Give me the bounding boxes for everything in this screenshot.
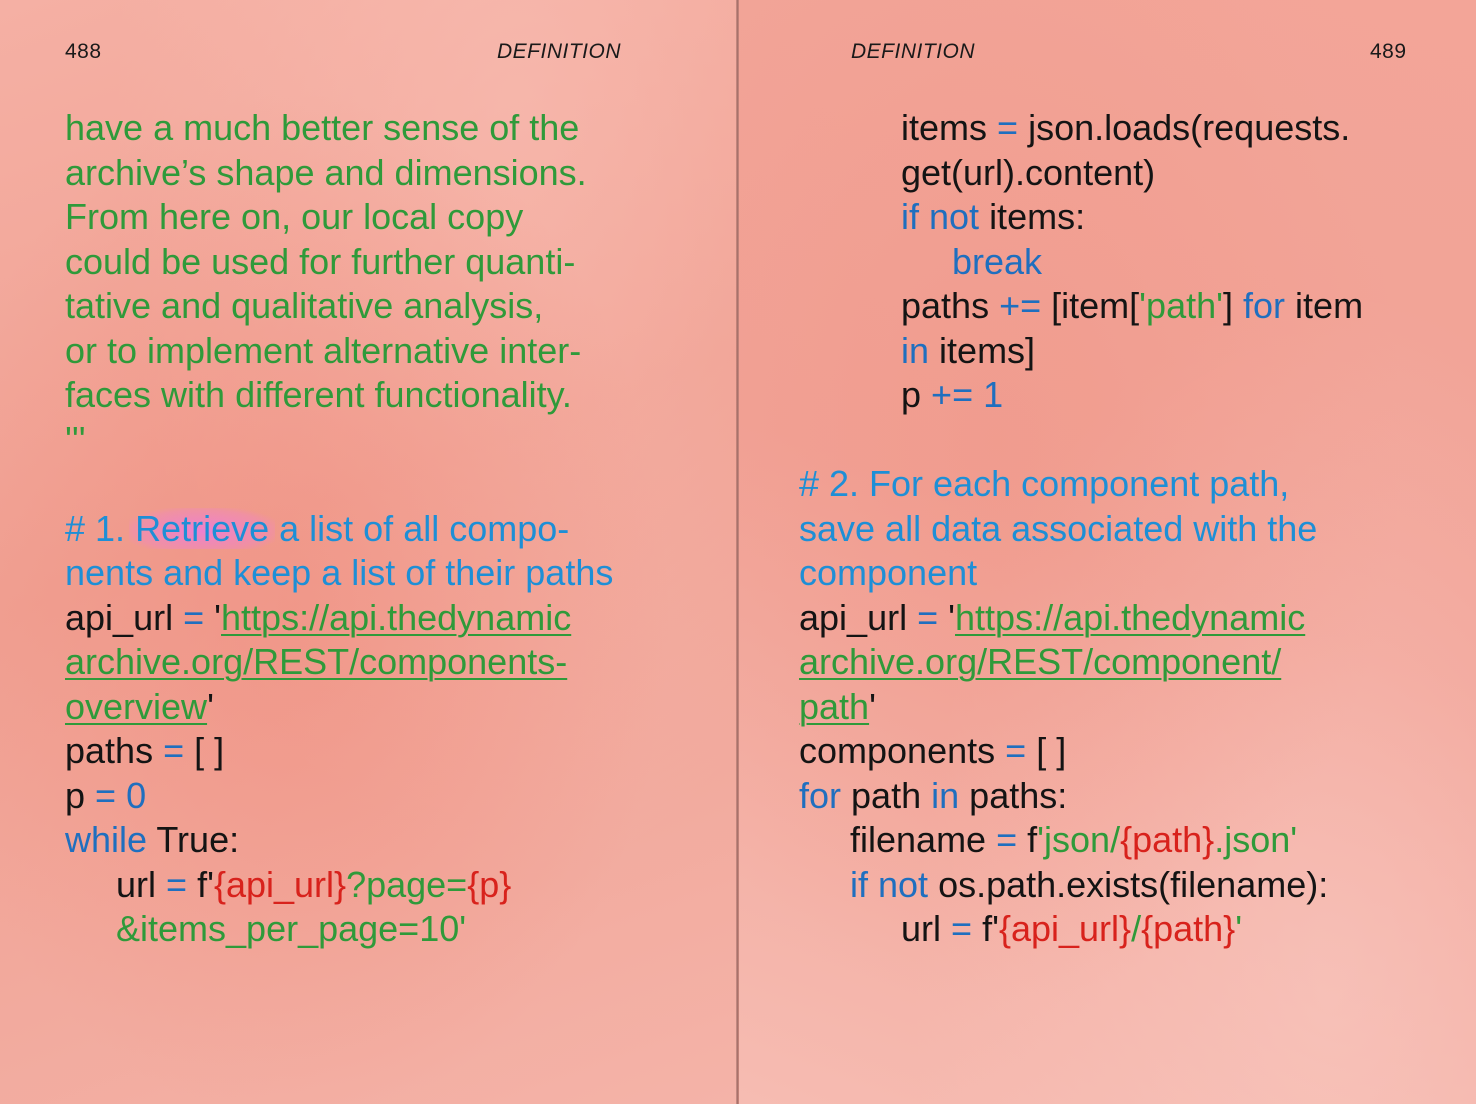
code-keyword: if not xyxy=(850,863,929,905)
code-line xyxy=(850,329,1363,374)
code-keyword: if not xyxy=(901,196,980,237)
comment-number: # 1. xyxy=(65,507,126,549)
comment-text: a list of all compo- xyxy=(279,507,570,549)
code-operator: = xyxy=(996,819,1018,860)
code-line xyxy=(65,863,613,908)
code-line xyxy=(65,818,613,863)
url-link[interactable]: archive.org/REST/component/ xyxy=(799,641,1282,682)
triple-quote: ''' xyxy=(65,418,86,460)
code-var: path xyxy=(851,774,922,816)
prose-line: tative and qualitative analysis, xyxy=(65,285,544,326)
code-var: items xyxy=(901,107,988,148)
code-quote: ' xyxy=(948,596,956,638)
code-operator: = xyxy=(997,107,1019,148)
code-var: components xyxy=(799,730,996,771)
code-operator: = xyxy=(95,774,117,816)
code-line xyxy=(850,106,1363,151)
code-text: [item[ xyxy=(1051,285,1140,326)
code-string: ?page= xyxy=(346,863,468,905)
code-text: True: xyxy=(156,819,240,860)
code-var: api_url xyxy=(65,596,174,638)
url-link[interactable]: overview xyxy=(65,685,208,727)
prose-line: could be used for further quanti- xyxy=(65,240,576,282)
code-line xyxy=(850,195,1363,240)
code-text: [ ] xyxy=(194,730,225,771)
code-quote: ' xyxy=(207,685,214,727)
url-link[interactable]: https://api.thedynamic xyxy=(955,596,1306,638)
code-line: break xyxy=(952,240,1043,282)
left-page xyxy=(0,0,737,1104)
code-line xyxy=(65,729,613,774)
code-operator: = xyxy=(163,730,185,771)
prose-line: or to implement alternative inter- xyxy=(65,329,582,371)
code-var: p xyxy=(901,374,922,415)
code-operator: += xyxy=(931,374,974,415)
code-number: 1 xyxy=(983,374,1004,415)
code-string: 'json/ xyxy=(1037,819,1121,860)
page-number-right: 489 xyxy=(1370,40,1407,63)
prose-line: have a much better sense of the xyxy=(65,107,580,148)
code-quote: ' xyxy=(869,685,876,727)
code-operator: = xyxy=(917,596,939,638)
comment-line: # 2. For each component path, xyxy=(799,463,1290,504)
code-string: .json' xyxy=(1214,819,1298,860)
code-line xyxy=(65,596,613,641)
code-operator: += xyxy=(999,285,1042,326)
code-quote: ' xyxy=(214,596,222,638)
blank-line xyxy=(65,462,613,507)
code-line xyxy=(850,863,1363,908)
code-string: / xyxy=(1131,908,1142,949)
code-number: 0 xyxy=(126,774,147,816)
code-line xyxy=(850,907,1363,952)
url-link[interactable]: archive.org/REST/components- xyxy=(65,641,568,682)
code-operator: = xyxy=(183,596,205,638)
code-line xyxy=(65,640,613,685)
code-keyword: in xyxy=(931,774,960,816)
right-page-body xyxy=(799,106,1364,952)
code-text: os.path.exists(filename): xyxy=(938,863,1329,905)
code-var: filename xyxy=(850,819,987,860)
prose-line: archive’s shape and dimensions. xyxy=(65,151,587,193)
code-format-field: {p} xyxy=(467,863,512,905)
code-line xyxy=(850,284,1363,329)
running-head-left: DEFINITION xyxy=(497,40,621,63)
code-keyword: for xyxy=(799,774,842,816)
code-var: url xyxy=(901,908,942,949)
code-text: [ ] xyxy=(1036,730,1067,771)
left-page-body xyxy=(65,106,613,952)
code-string: 'path' xyxy=(1139,285,1223,326)
blank-line xyxy=(850,418,1363,463)
code-operator: = xyxy=(951,908,973,949)
code-var: item xyxy=(1295,285,1364,326)
code-text: items: xyxy=(989,196,1086,237)
code-line: get(url).content) xyxy=(901,151,1156,193)
prose-line: faces with different functionality. xyxy=(65,374,572,415)
code-operator: = xyxy=(166,863,188,905)
comment-line: component xyxy=(799,552,978,593)
code-text: items] xyxy=(939,329,1036,371)
url-link[interactable]: https://api.thedynamic xyxy=(221,596,572,638)
code-string: ' xyxy=(1235,908,1243,949)
code-line xyxy=(799,640,1363,685)
comment-line: save all data associated with the xyxy=(799,507,1318,549)
code-text: f' xyxy=(982,908,999,949)
code-var: api_url xyxy=(799,596,908,638)
code-line xyxy=(65,685,613,730)
code-var: paths xyxy=(65,730,154,771)
comment-line: nents and keep a list of their paths xyxy=(65,552,614,593)
highlighted-word: Retrieve xyxy=(129,508,275,549)
code-keyword: for xyxy=(1243,285,1286,326)
code-var: url xyxy=(116,863,157,905)
code-line xyxy=(850,373,1363,418)
code-var: paths xyxy=(901,285,990,326)
page-number-left: 488 xyxy=(65,40,102,63)
code-text: json.loads(requests. xyxy=(1028,107,1351,148)
code-line xyxy=(799,685,1363,730)
code-var: p xyxy=(65,774,86,816)
code-line xyxy=(799,729,1363,774)
code-line xyxy=(799,596,1363,641)
right-page xyxy=(739,0,1476,1104)
comment-line xyxy=(65,507,613,552)
url-link[interactable]: path xyxy=(799,685,870,727)
code-line xyxy=(65,774,613,819)
code-operator: = xyxy=(1005,730,1027,771)
code-line: &items_per_page=10' xyxy=(116,908,467,949)
prose-line: From here on, our local copy xyxy=(65,196,524,237)
code-text: ] xyxy=(1222,285,1233,326)
code-line xyxy=(799,774,1363,819)
code-format-field: {path} xyxy=(1120,819,1215,860)
code-keyword: in xyxy=(901,329,930,371)
code-line: filename = f'json/{path}.json' xyxy=(850,819,1298,860)
code-format-field: {api_url} xyxy=(213,863,347,905)
code-text: f' xyxy=(197,863,214,905)
code-format-field: {api_url} xyxy=(998,908,1132,949)
running-head-right: DEFINITION xyxy=(851,40,975,63)
code-keyword: while xyxy=(65,819,148,860)
code-format-field: {path} xyxy=(1141,908,1236,949)
code-text: paths: xyxy=(969,774,1068,816)
